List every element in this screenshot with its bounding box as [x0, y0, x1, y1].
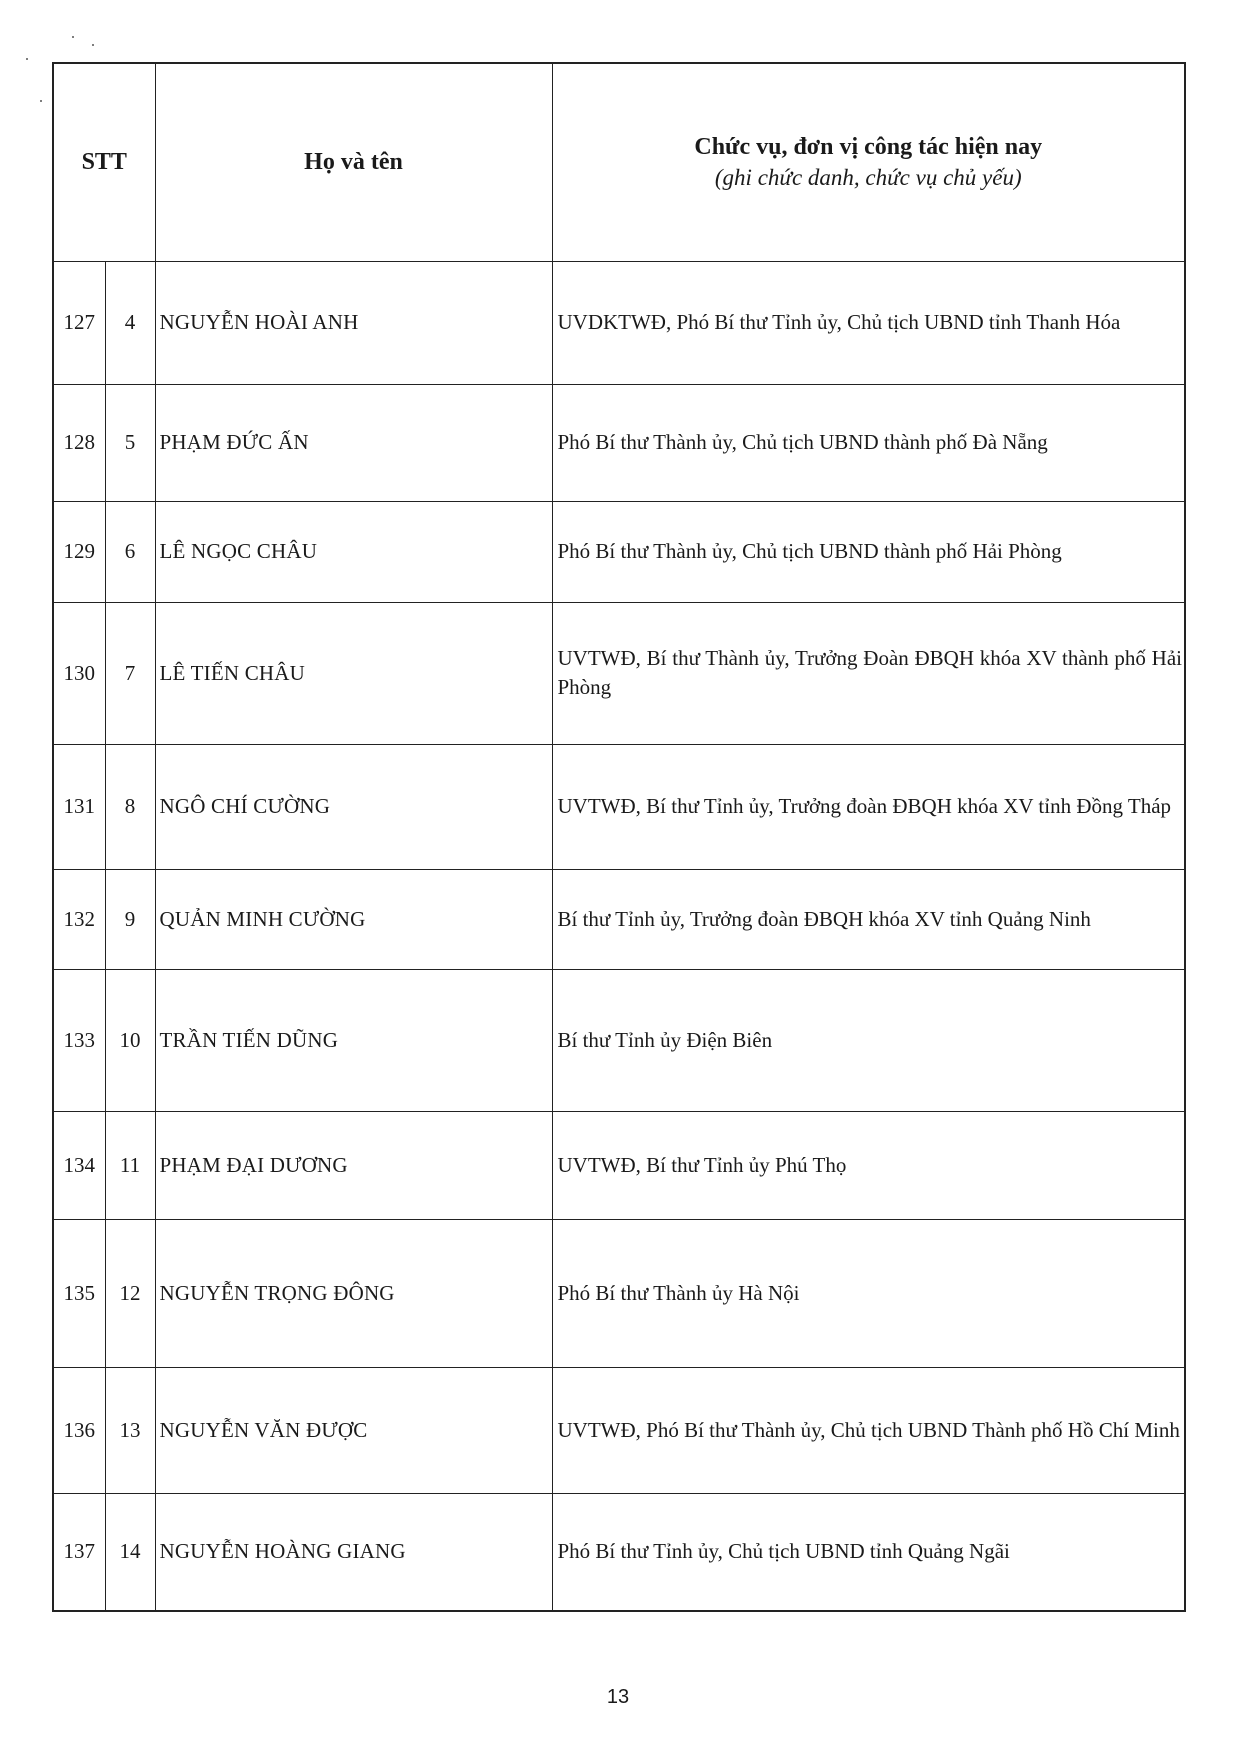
local-number: 5	[105, 384, 155, 501]
candidate-position: Phó Bí thư Tỉnh ủy, Chủ tịch UBND tỉnh Quảng Ngãi	[552, 1493, 1185, 1611]
local-number: 14	[105, 1493, 155, 1611]
local-number: 11	[105, 1111, 155, 1219]
candidate-position: Bí thư Tỉnh ủy Điện Biên	[552, 969, 1185, 1111]
local-number: 9	[105, 869, 155, 969]
header-position-title: Chức vụ, đơn vị công tác hiện nay	[694, 134, 1043, 161]
candidate-name: PHẠM ĐỨC ẤN	[155, 384, 552, 501]
overall-number: 136	[53, 1367, 105, 1493]
overall-number: 129	[53, 501, 105, 602]
table-header-row	[53, 63, 1185, 261]
candidate-name: NGUYỄN VĂN ĐƯỢC	[155, 1367, 552, 1493]
overall-number: 130	[53, 602, 105, 744]
overall-number: 127	[53, 261, 105, 384]
overall-number: 131	[53, 744, 105, 869]
local-number: 13	[105, 1367, 155, 1493]
local-number: 8	[105, 744, 155, 869]
table-row	[53, 1493, 1185, 1611]
candidate-position: UVTWĐ, Bí thư Tỉnh ủy Phú Thọ	[552, 1111, 1185, 1219]
scan-speck	[92, 44, 94, 46]
scan-speck	[26, 58, 28, 60]
table-row	[53, 1367, 1185, 1493]
table-row	[53, 969, 1185, 1111]
header-stt: STT	[53, 63, 155, 261]
overall-number: 128	[53, 384, 105, 501]
candidate-position: Bí thư Tỉnh ủy, Trưởng đoàn ĐBQH khóa XV tỉnh Quảng Ninh	[552, 869, 1185, 969]
overall-number: 133	[53, 969, 105, 1111]
candidate-name: LÊ NGỌC CHÂU	[155, 501, 552, 602]
candidate-position: UVDKTWĐ, Phó Bí thư Tỉnh ủy, Chủ tịch UBND tỉnh Thanh Hóa	[552, 261, 1185, 384]
candidate-position: UVTWĐ, Phó Bí thư Thành ủy, Chủ tịch UBND Thành phố Hồ Chí Minh	[552, 1367, 1185, 1493]
candidate-name: TRẦN TIẾN DŨNG	[155, 969, 552, 1111]
candidate-position: Phó Bí thư Thành ủy, Chủ tịch UBND thành phố Hải Phòng	[552, 501, 1185, 602]
table-row	[53, 384, 1185, 501]
table-row	[53, 1219, 1185, 1367]
scan-speck	[40, 100, 42, 102]
candidate-name: NGUYỄN HOÀI ANH	[155, 261, 552, 384]
candidate-name: LÊ TIẾN CHÂU	[155, 602, 552, 744]
candidate-name: NGÔ CHÍ CƯỜNG	[155, 744, 552, 869]
table-row	[53, 744, 1185, 869]
scan-speck	[72, 36, 74, 38]
local-number: 12	[105, 1219, 155, 1367]
overall-number: 137	[53, 1493, 105, 1611]
overall-number: 135	[53, 1219, 105, 1367]
candidate-name: PHẠM ĐẠI DƯƠNG	[155, 1111, 552, 1219]
header-name: Họ và tên	[155, 63, 552, 261]
local-number: 10	[105, 969, 155, 1111]
table-row	[53, 602, 1185, 744]
candidate-position: Phó Bí thư Thành ủy, Chủ tịch UBND thành phố Đà Nẵng	[552, 384, 1185, 501]
candidate-name: NGUYỄN HOÀNG GIANG	[155, 1493, 552, 1611]
header-position-note: (ghi chức danh, chức vụ chủ yếu)	[714, 165, 1022, 191]
overall-number: 134	[53, 1111, 105, 1219]
header-position	[552, 63, 1185, 261]
local-number: 4	[105, 261, 155, 384]
table-row	[53, 869, 1185, 969]
local-number: 6	[105, 501, 155, 602]
candidate-position: Phó Bí thư Thành ủy Hà Nội	[552, 1219, 1185, 1367]
page-number: 13	[606, 1686, 630, 1708]
table-row	[53, 1111, 1185, 1219]
table-row	[53, 261, 1185, 384]
candidate-name: NGUYỄN TRỌNG ĐÔNG	[155, 1219, 552, 1367]
table-row	[53, 501, 1185, 602]
candidate-name: QUẢN MINH CƯỜNG	[155, 869, 552, 969]
local-number: 7	[105, 602, 155, 744]
candidate-position: UVTWĐ, Bí thư Thành ủy, Trưởng Đoàn ĐBQH khóa XV thành phố Hải Phòng	[552, 602, 1185, 744]
overall-number: 132	[53, 869, 105, 969]
candidate-position: UVTWĐ, Bí thư Tỉnh ủy, Trưởng đoàn ĐBQH khóa XV tỉnh Đồng Tháp	[552, 744, 1185, 869]
candidate-table	[52, 62, 1186, 1612]
